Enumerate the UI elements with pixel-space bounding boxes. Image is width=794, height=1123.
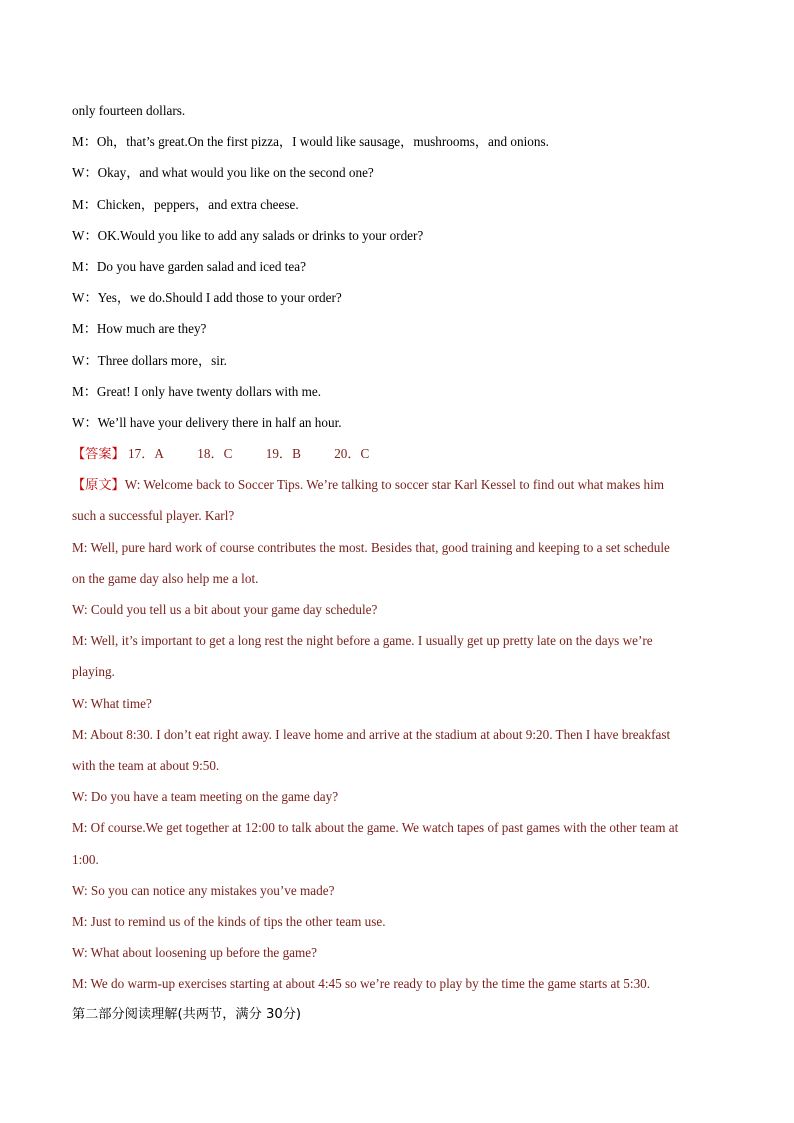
answer-item: 17．A: [128, 446, 164, 462]
transcript-line: M: About 8:30. I don’t eat right away. I leave home and arrive at the stadium at about 9:20. Then I have breakfast: [72, 726, 671, 742]
dialogue-line: M：Chicken，peppers，and extra cheese.: [72, 196, 299, 212]
transcript-line: M: We do warm-up exercises starting at about 4:45 so we’re ready to play by the time the game starts at 5:30.: [72, 976, 651, 992]
dialogue-line: M：Great! I only have twenty dollars with me.: [72, 383, 322, 399]
transcript-line: W: Do you have a team meeting on the game day?: [72, 789, 339, 805]
answer-item: 18．C: [197, 446, 233, 462]
dialogue-line: W：Three dollars more，sir.: [72, 352, 227, 368]
dialogue-line: W：Okay，and what would you like on the second one?: [72, 165, 374, 181]
transcript-text: W: Welcome back to Soccer Tips. We’re talking to soccer star Karl Kessel to find out what makes him: [124, 477, 665, 493]
dialogue-line: W：OK.Would you like to add any salads or drinks to your order?: [72, 227, 424, 243]
section-heading: 第二部分阅读理解(共两节，满分 30分): [72, 1007, 302, 1023]
answer-tag: 【答案】: [72, 447, 125, 463]
dialogue-line: M：How much are they?: [72, 321, 207, 337]
transcript-line: 1:00.: [72, 851, 99, 867]
dialogue-line: M：Oh，that’s great.On the first pizza，I would like sausage，mushrooms，and onions.: [72, 134, 549, 150]
answer-item: 20．C: [334, 446, 370, 462]
dialogue-line: only fourteen dollars.: [72, 103, 186, 118]
dialogue-line: W：Yes，we do.Should I add those to your order?: [72, 290, 342, 306]
transcript-tag: 【原文】: [72, 478, 125, 494]
answer-line: [72, 441, 724, 472]
transcript-line: on the game day also help me a lot.: [72, 570, 259, 586]
document-page: [72, 98, 724, 1034]
transcript-line: with the team at about 9:50.: [72, 757, 220, 773]
transcript-line: such a successful player. Karl?: [72, 508, 235, 524]
transcript-line: M: Of course.We get together at 12:00 to talk about the game. We watch tapes of past games with the other team at: [72, 820, 679, 836]
transcript-line: W: What time?: [72, 695, 152, 711]
transcript-line: playing.: [72, 664, 115, 680]
transcript-line: M: Just to remind us of the kinds of tips the other team use.: [72, 913, 386, 929]
transcript-line: W: So you can notice any mistakes you’ve made?: [72, 882, 335, 898]
transcript-line: W: Could you tell us a bit about your game day schedule?: [72, 602, 378, 617]
transcript-line: M: Well, it’s important to get a long rest the night before a game. I usually get up pretty late on the days we’re: [72, 633, 653, 649]
dialogue-line: M：Do you have garden salad and iced tea?: [72, 258, 306, 274]
transcript-line: W: What about loosening up before the game?: [72, 945, 317, 961]
answer-item: 19．B: [265, 446, 301, 462]
transcript-line: M: Well, pure hard work of course contributes the most. Besides that, good training and keeping to a set schedule: [72, 539, 670, 555]
dialogue-line: W：We’ll have your delivery there in half an hour.: [72, 414, 342, 430]
transcript-first-line: [72, 472, 724, 503]
